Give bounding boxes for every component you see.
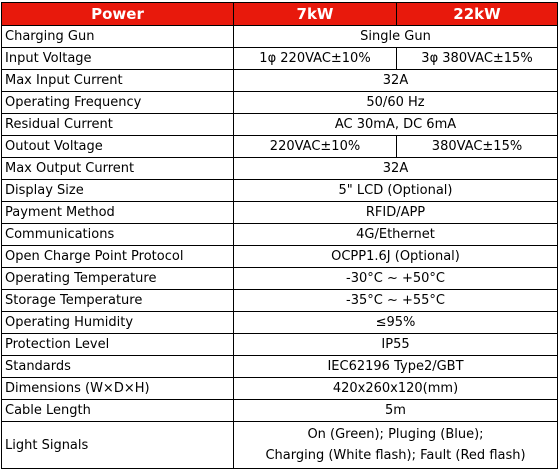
row-label: Charging Gun (2, 26, 234, 48)
row-value: 50/60 Hz (234, 92, 558, 114)
row-label: Max Input Current (2, 70, 234, 92)
table-row (2, 202, 558, 224)
row-value: 4G/Ethernet (234, 224, 558, 246)
spec-table (1, 2, 558, 469)
row-value: Single Gun (234, 26, 558, 48)
table-row (2, 334, 558, 356)
row-value: IP55 (234, 334, 558, 356)
light-signals-line-2: Charging (White flash); Fault (Red flash) (265, 448, 526, 463)
table-row (2, 400, 558, 422)
row-label: Standards (2, 356, 234, 378)
row-label: Operating Frequency (2, 92, 234, 114)
row-value: RFID/APP (234, 202, 558, 224)
row-label: Open Charge Point Protocol (2, 246, 234, 268)
table-row (2, 422, 558, 469)
table-row (2, 356, 558, 378)
row-label: Max Output Current (2, 158, 234, 180)
row-value-22kw: 380VAC±15% (397, 136, 558, 158)
table-row (2, 378, 558, 400)
row-value: 32A (234, 158, 558, 180)
table-row (2, 224, 558, 246)
row-value-22kw: 3φ 380VAC±15% (397, 48, 558, 70)
row-label: Outout Voltage (2, 136, 234, 158)
row-value: 32A (234, 70, 558, 92)
table-row (2, 48, 558, 70)
table-row (2, 136, 558, 158)
table-row (2, 70, 558, 92)
row-value-7kw: 220VAC±10% (234, 136, 397, 158)
row-value: 5" LCD (Optional) (234, 180, 558, 202)
row-label: Protection Level (2, 334, 234, 356)
table-row (2, 246, 558, 268)
table-row (2, 268, 558, 290)
row-label: Input Voltage (2, 48, 234, 70)
row-value: -30°C ~ +50°C (234, 268, 558, 290)
header-7kw: 7kW (234, 3, 397, 26)
table-row (2, 114, 558, 136)
table-row (2, 158, 558, 180)
row-value: -35°C ~ +55°C (234, 290, 558, 312)
row-value: OCPP1.6J (Optional) (234, 246, 558, 268)
row-label: Display Size (2, 180, 234, 202)
table-row (2, 290, 558, 312)
row-label: Operating Temperature (2, 268, 234, 290)
header-power: Power (2, 3, 234, 26)
row-label: Cable Length (2, 400, 234, 422)
table-row (2, 26, 558, 48)
row-label: Dimensions (W×D×H) (2, 378, 234, 400)
table-header-row (2, 3, 558, 26)
header-22kw: 22kW (397, 3, 558, 26)
row-value: 420x260x120(mm) (234, 378, 558, 400)
light-signals-line-1: On (Green); Pluging (Blue); (307, 427, 484, 442)
row-value: 5m (234, 400, 558, 422)
row-label: Light Signals (2, 422, 234, 469)
row-label: Communications (2, 224, 234, 246)
row-label: Storage Temperature (2, 290, 234, 312)
row-value-7kw: 1φ 220VAC±10% (234, 48, 397, 70)
row-label: Payment Method (2, 202, 234, 224)
row-value: ≤95% (234, 312, 558, 334)
row-label: Operating Humidity (2, 312, 234, 334)
row-value (234, 422, 558, 469)
table-row (2, 312, 558, 334)
row-value: IEC62196 Type2/GBT (234, 356, 558, 378)
row-label: Residual Current (2, 114, 234, 136)
table-row (2, 180, 558, 202)
row-value: AC 30mA, DC 6mA (234, 114, 558, 136)
table-row (2, 92, 558, 114)
